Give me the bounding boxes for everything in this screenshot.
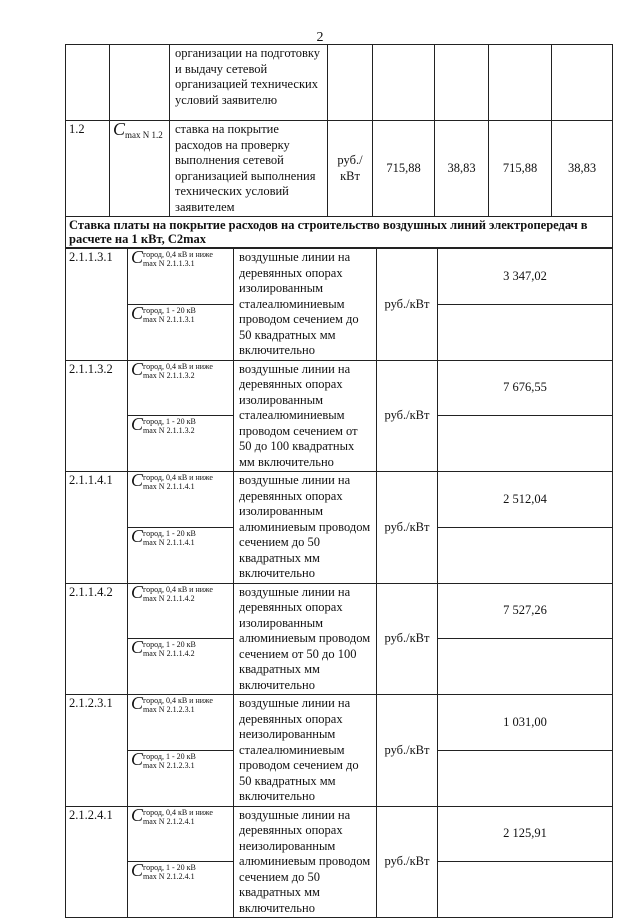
table-row <box>66 472 613 528</box>
row-value-empty <box>438 639 613 695</box>
formula-medium-voltage: C город, 1 - 20 кВ max N 2.1.2.3.1 <box>128 750 234 806</box>
row-code: 2.1.1.3.1 <box>66 249 128 361</box>
formula-medium-voltage: C город, 1 - 20 кВ max N 2.1.1.4.1 <box>128 527 234 583</box>
formula-low-voltage: C город, 0,4 кВ и ниже max N 2.1.1.4.1 <box>128 472 234 528</box>
row-code: 2.1.1.4.2 <box>66 583 128 695</box>
formula-low-voltage: C город, 0,4 кВ и ниже max N 2.1.1.3.2 <box>128 360 234 416</box>
table-row <box>66 121 613 217</box>
table-row <box>66 249 613 305</box>
row-value: 3 347,02 <box>438 249 613 305</box>
row-value-2 <box>435 45 489 121</box>
row-value: 7 527,26 <box>438 583 613 639</box>
formula-medium-voltage: C город, 1 - 20 кВ max N 2.1.2.4.1 <box>128 862 234 918</box>
row-description: организации на подготовку и выдачу сетевой организацией технических условий заявителю <box>170 45 328 121</box>
formula-low-voltage: C город, 0,4 кВ и ниже max N 2.1.2.4.1 <box>128 806 234 862</box>
row-description: воздушные линии на деревянных опорах изолированным сталеалюминиевым проводом сечением от 50 до 100 квадратных мм включительно <box>234 360 377 472</box>
page-number: 2 <box>316 30 324 45</box>
row-value: 1 031,00 <box>438 695 613 751</box>
row-unit: руб./кВт <box>377 360 438 472</box>
table-row <box>66 583 613 639</box>
row-symbol <box>110 45 170 121</box>
row-value-empty <box>438 304 613 360</box>
rate-formula: Cmax N 1.2 <box>113 119 163 140</box>
row-description: воздушные линии на деревянных опорах изолированным алюминиевым проводом сечением от 50 до 100 квадратных мм включительно <box>234 583 377 695</box>
section-header: Ставка платы на покрытие расходов на строительство воздушных линий электропередач в расчете на 1 кВт, C2max <box>66 217 613 248</box>
row-code: 2.1.1.3.2 <box>66 360 128 472</box>
row-description: ставка на покрытие расходов на проверку выполнения сетевой организацией выполнения технических условий заявителем <box>170 121 328 217</box>
formula-medium-voltage: C город, 1 - 20 кВ max N 2.1.1.3.1 <box>128 304 234 360</box>
formula-medium-voltage: C город, 1 - 20 кВ max N 2.1.1.4.2 <box>128 639 234 695</box>
row-description: воздушные линии на деревянных опорах изолированным сталеалюминиевым проводом сечением до 50 квадратных мм включительно <box>234 249 377 361</box>
row-code: 2.1.1.4.1 <box>66 472 128 584</box>
row-code: 2.1.2.3.1 <box>66 695 128 807</box>
row-symbol <box>110 121 170 217</box>
row-value: 2 512,04 <box>438 472 613 528</box>
row-value-empty <box>438 862 613 918</box>
row-code: 2.1.2.4.1 <box>66 806 128 918</box>
row-unit: руб./кВт <box>377 583 438 695</box>
formula-low-voltage: C город, 0,4 кВ и ниже max N 2.1.1.4.2 <box>128 583 234 639</box>
row-description: воздушные линии на деревянных опорах неизолированным алюминиевым проводом сечением до 50 квадратных мм включительно <box>234 806 377 918</box>
table-row <box>66 806 613 862</box>
top-table <box>65 44 613 248</box>
formula-low-voltage: C город, 0,4 кВ и ниже max N 2.1.1.3.1 <box>128 249 234 305</box>
row-value-3 <box>489 45 552 121</box>
formula-low-voltage: C город, 0,4 кВ и ниже max N 2.1.2.3.1 <box>128 695 234 751</box>
row-code: 1.2 <box>66 121 110 217</box>
row-value: 2 125,91 <box>438 806 613 862</box>
row-value-empty <box>438 527 613 583</box>
row-unit: руб./кВт <box>377 695 438 807</box>
section-header-row <box>66 217 613 248</box>
lines-table <box>65 248 613 918</box>
row-value-empty <box>438 416 613 472</box>
row-value-3: 715,88 <box>489 121 552 217</box>
row-description: воздушные линии на деревянных опорах неизолированным сталеалюминиевым проводом сечением до 50 квадратных мм включительно <box>234 695 377 807</box>
row-value-2: 38,83 <box>435 121 489 217</box>
row-unit <box>328 45 373 121</box>
row-code <box>66 45 110 121</box>
row-value-1 <box>373 45 435 121</box>
row-description: воздушные линии на деревянных опорах изолированным алюминиевым проводом сечением до 50 квадратных мм включительно <box>234 472 377 584</box>
row-unit: руб./кВт <box>328 121 373 217</box>
row-unit: руб./кВт <box>377 249 438 361</box>
row-value-1: 715,88 <box>373 121 435 217</box>
row-value: 7 676,55 <box>438 360 613 416</box>
tariff-table-sheet <box>65 44 612 918</box>
row-value-empty <box>438 750 613 806</box>
formula-medium-voltage: C город, 1 - 20 кВ max N 2.1.1.3.2 <box>128 416 234 472</box>
row-unit: руб./кВт <box>377 472 438 584</box>
table-row <box>66 45 613 121</box>
row-value-4 <box>552 45 613 121</box>
table-row <box>66 695 613 751</box>
table-row <box>66 360 613 416</box>
row-unit: руб./кВт <box>377 806 438 918</box>
row-value-4: 38,83 <box>552 121 613 217</box>
